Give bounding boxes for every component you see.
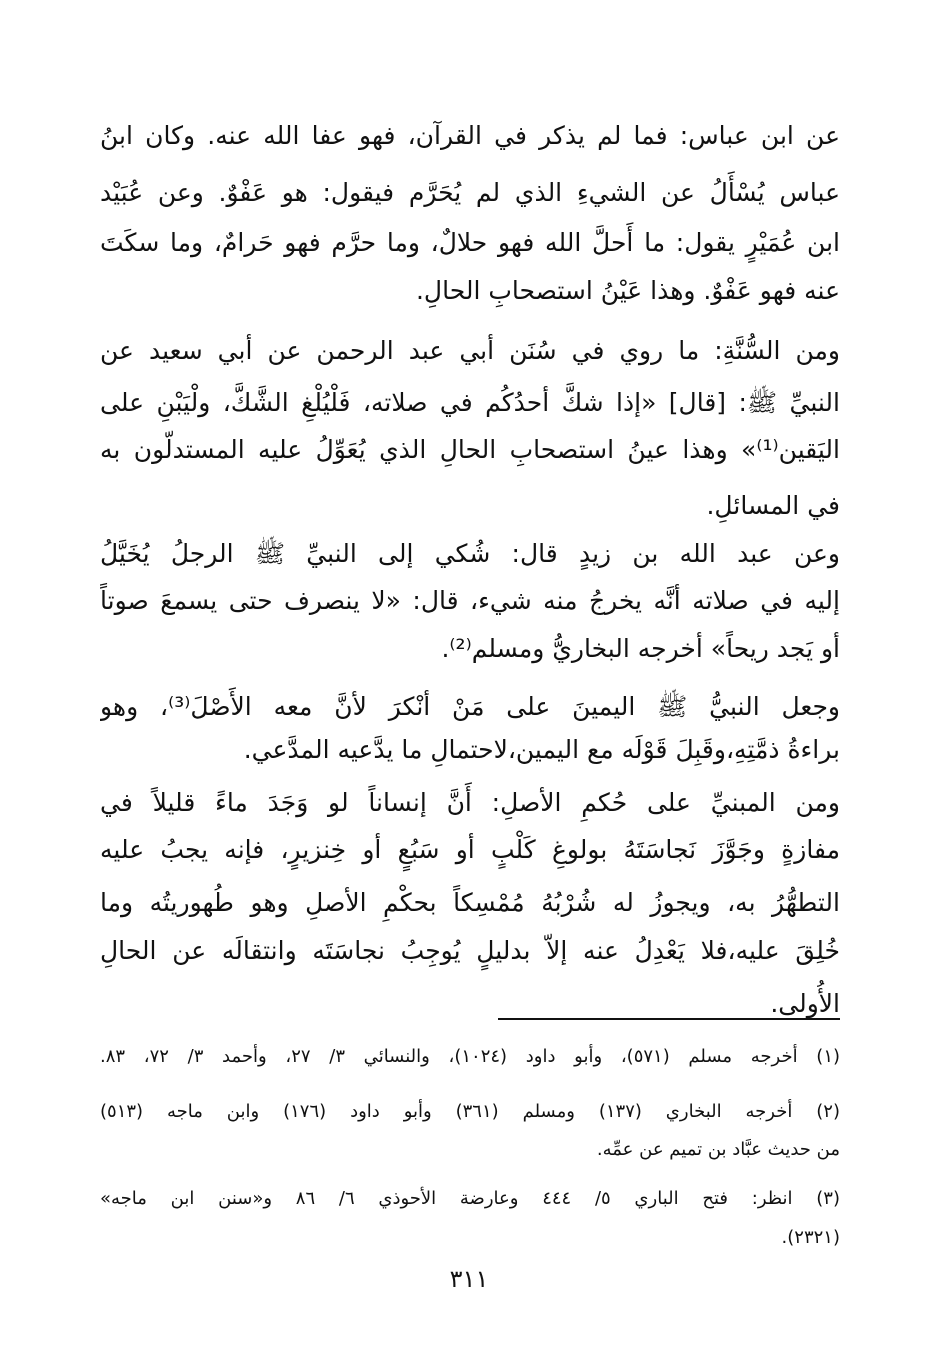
text-line: النبيِّ ﷺ: [قال] «إذا شكَّ أحدُكُم في صلاته، فَلْيُلْغِ الشَّكَّ، ولْيَبْنِ على [100, 388, 840, 417]
text-line: اليَقين⁽¹⁾» وهذا عينُ استصحابِ الحالِ الذي يُعَوِّلُ عليه المستدلّون به [100, 435, 840, 464]
text-line: وجعل النبيُّ ﷺ اليمينَ على مَنْ أنْكرَ لأنَّ معه الأَصْلَ⁽³⁾، وهو [100, 692, 840, 721]
text-line: عن ابن عباس: فما لم يذكر في القرآن، فهو عفا الله عنه. وكان ابنُ [100, 121, 840, 150]
text-line: براءةُ ذمَّتِهِ،وقَبِلَ قَوْلَه مع اليمين،لاحتمالِ ما يدَّعيه المدَّعي. [243, 735, 840, 764]
page-number: ٣١١ [449, 1265, 489, 1293]
footnote-line: (٢٣٢١). [781, 1227, 840, 1248]
text-line: ومن المبنيِّ على حُكمِ الأصلِ: أَنَّ إنساناً لو وَجَدَ ماءً قليلاً في [100, 788, 840, 817]
footnote-line: (١) أخرجه مسلم (٥٧١)، وأبو داود (١٠٢٤)، والنسائي ٣/ ٢٧، وأحمد ٣/ ٧٢، ٨٣. [100, 1046, 840, 1067]
footnote-line: من حديث عبَّاد بن تميم عن عمِّه. [596, 1139, 840, 1160]
text-line: ابن عُمَيْرٍ يقول: ما أَحلَّ الله فهو حلالٌ، وما حرَّم فهو حَرامٌ، وما سكَتَ [100, 228, 840, 257]
text-line: أو يَجد ريحاً» أخرجه البخاريُّ ومسلم⁽²⁾. [441, 634, 840, 663]
text-line: خُلِقَ عليه،فلا يَعْدِلُ عنه إلاّ بدليلٍ يُوجِبُ نجاسَتَه وانتقالَه عن الحالِ [100, 936, 840, 965]
text-line: عنه فهو عَفْوٌ. وهذا عَيْنُ استصحابِ الحالِ. [415, 276, 840, 305]
footnote-line: (٣) انظر: فتح الباري ٥/ ٤٤٤ وعارضة الأحوذي ٦/ ٨٦ و«سنن ابن ماجه» [100, 1188, 840, 1209]
text-line: ومن السُّنَّةِ: ما روي في سُنَن أبي عبد الرحمن عن أبي سعيد عن [100, 336, 840, 365]
text-line: مفازةٍ وجَوَّزَ نَجاسَتَهُ بولوغِ كَلْبٍ أو سَبُعٍ أو خِنزيرٍ، فإنه يجبُ عليه [100, 835, 840, 864]
text-line: في المسائلِ. [706, 491, 840, 520]
text-line: إليه في صلاته أنَّه يخرجُ منه شيء، قال: «لا ينصرف حتى يسمعَ صوتاً [100, 586, 840, 615]
text-line: التطهُّرُ به، ويجوزُ له شُرْبُهُ مُمْسِكاً بحكْمِ الأصلِ وهو طُهوريتُه وما [100, 888, 840, 917]
footnote-line: (٢) أخرجه البخاري (١٣٧) ومسلم (٣٦١) وأبو داود (١٧٦) وابن ماجه (٥١٣) [100, 1101, 840, 1122]
text-line: وعن عبد الله بن زيدٍ قال: شُكي إلى النبيِّ ﷺ الرجلُ يُخَيَّلُ [100, 539, 840, 568]
footnote-separator [498, 1018, 840, 1020]
text-line: الأُولى. [770, 989, 840, 1018]
text-line: عباس يُسْأَلُ عن الشيءِ الذي لم يُحَرَّم فيقول: هو عَفْوٌ. وعن عُبَيْد [100, 178, 840, 207]
